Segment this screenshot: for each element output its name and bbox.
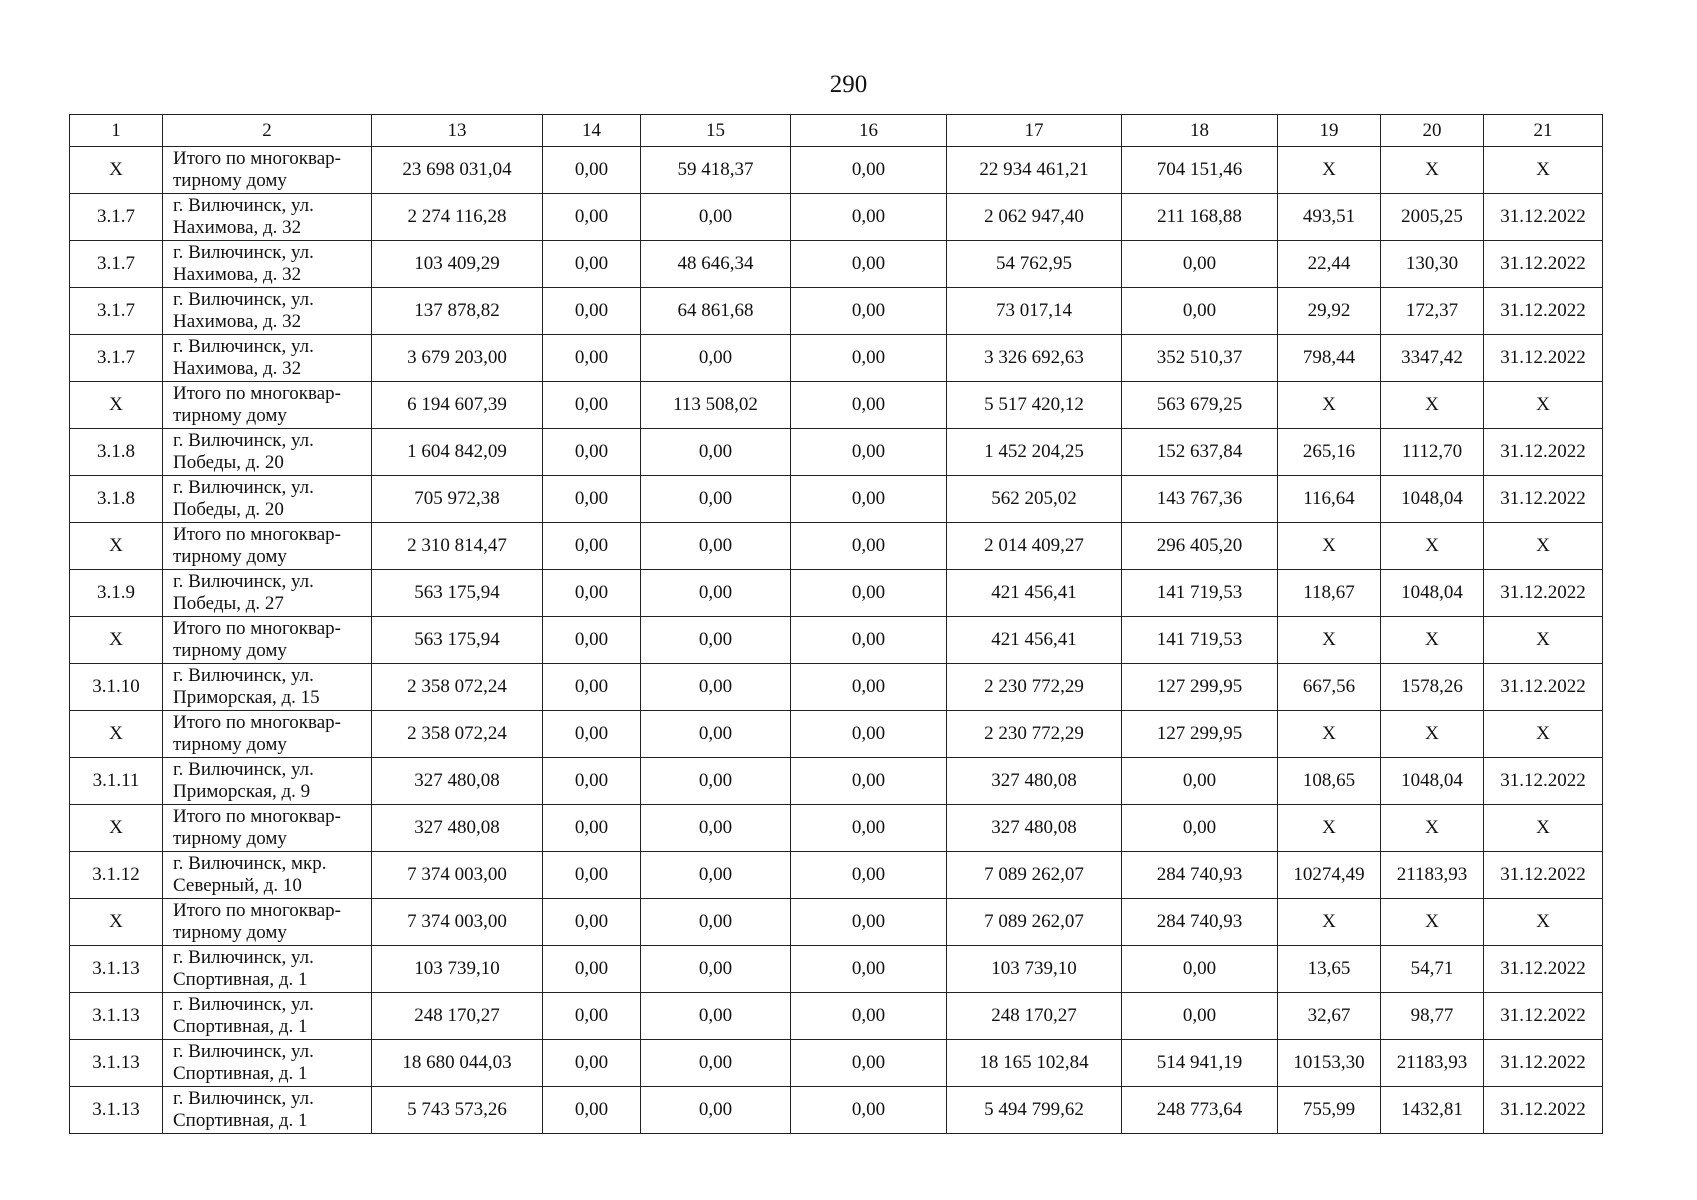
cell-col-17: 421 456,41 [947,570,1122,617]
cell-address: Итого по многоквар-тирному дому [163,382,372,429]
cell-row-number: X [70,523,163,570]
cell-address: Итого по многоквар-тирному дому [163,147,372,194]
cell-address: г. Вилючинск, ул. Спортивная, д. 1 [163,1040,372,1087]
cell-deadline: 31.12.2022 [1484,1040,1603,1087]
cell-col-17: 22 934 461,21 [947,147,1122,194]
cell-col-18: 0,00 [1122,805,1278,852]
cell-col-19: 265,16 [1278,429,1381,476]
table-row [70,147,1603,194]
cell-col-18: 0,00 [1122,758,1278,805]
cell-col-13: 23 698 031,04 [372,147,543,194]
cell-deadline: 31.12.2022 [1484,194,1603,241]
cell-row-number: 3.1.13 [70,946,163,993]
cell-col-18: 127 299,95 [1122,664,1278,711]
cell-col-13: 2 358 072,24 [372,664,543,711]
cell-deadline: X [1484,382,1603,429]
table-row [70,617,1603,664]
table-row [70,852,1603,899]
cell-col-15: 0,00 [641,570,791,617]
cell-deadline: 31.12.2022 [1484,993,1603,1040]
cell-col-18: 284 740,93 [1122,899,1278,946]
cell-col-14: 0,00 [543,711,641,758]
cell-col-14: 0,00 [543,147,641,194]
column-header-17: 17 [947,115,1122,147]
table-row [70,1087,1603,1134]
cell-col-16: 0,00 [791,147,947,194]
cell-deadline: 31.12.2022 [1484,335,1603,382]
cell-deadline: 31.12.2022 [1484,758,1603,805]
cell-col-18: 248 773,64 [1122,1087,1278,1134]
table-body [70,147,1603,1134]
cell-deadline: X [1484,617,1603,664]
cell-row-number: 3.1.8 [70,429,163,476]
cell-col-14: 0,00 [543,1040,641,1087]
cell-col-13: 563 175,94 [372,570,543,617]
table-row [70,758,1603,805]
cell-col-19: 32,67 [1278,993,1381,1040]
cell-address: г. Вилючинск, ул. Спортивная, д. 1 [163,993,372,1040]
cell-deadline: 31.12.2022 [1484,570,1603,617]
cell-col-19: 108,65 [1278,758,1381,805]
column-header-1: 1 [70,115,163,147]
cell-col-20: 1048,04 [1381,758,1484,805]
cell-address: г. Вилючинск, ул. Нахимова, д. 32 [163,288,372,335]
cell-row-number: X [70,899,163,946]
cell-col-16: 0,00 [791,335,947,382]
cell-col-17: 2 230 772,29 [947,664,1122,711]
cell-col-15: 0,00 [641,758,791,805]
table-row [70,194,1603,241]
cell-col-16: 0,00 [791,993,947,1040]
cell-col-14: 0,00 [543,617,641,664]
table-row [70,570,1603,617]
cell-col-15: 0,00 [641,1040,791,1087]
cell-col-18: 211 168,88 [1122,194,1278,241]
cell-col-16: 0,00 [791,288,947,335]
cell-col-15: 0,00 [641,805,791,852]
cell-deadline: 31.12.2022 [1484,476,1603,523]
cell-address: г. Вилючинск, ул. Нахимова, д. 32 [163,194,372,241]
cell-col-19: X [1278,147,1381,194]
cell-row-number: X [70,617,163,664]
cell-address: Итого по многоквар-тирному дому [163,617,372,664]
cell-col-16: 0,00 [791,570,947,617]
table-row [70,429,1603,476]
cell-row-number: 3.1.8 [70,476,163,523]
cell-col-16: 0,00 [791,617,947,664]
cell-col-18: 141 719,53 [1122,570,1278,617]
cell-col-19: 798,44 [1278,335,1381,382]
cell-col-20: X [1381,711,1484,758]
page-number: 290 [829,71,868,98]
cell-col-17: 5 494 799,62 [947,1087,1122,1134]
cell-col-14: 0,00 [543,758,641,805]
cell-deadline: X [1484,523,1603,570]
cell-col-18: 0,00 [1122,241,1278,288]
cell-col-13: 5 743 573,26 [372,1087,543,1134]
cell-deadline: 31.12.2022 [1484,288,1603,335]
cell-col-20: 3347,42 [1381,335,1484,382]
cell-col-16: 0,00 [791,664,947,711]
cell-deadline: X [1484,899,1603,946]
cell-col-18: 143 767,36 [1122,476,1278,523]
cell-col-17: 54 762,95 [947,241,1122,288]
cell-row-number: 3.1.12 [70,852,163,899]
cell-col-19: 667,56 [1278,664,1381,711]
cell-col-16: 0,00 [791,852,947,899]
cell-col-17: 562 205,02 [947,476,1122,523]
table-row [70,335,1603,382]
cell-col-14: 0,00 [543,241,641,288]
cell-col-15: 0,00 [641,335,791,382]
cell-col-18: 352 510,37 [1122,335,1278,382]
cell-col-20: X [1381,382,1484,429]
cell-col-13: 6 194 607,39 [372,382,543,429]
cell-col-13: 2 358 072,24 [372,711,543,758]
cell-col-20: 1432,81 [1381,1087,1484,1134]
cell-col-16: 0,00 [791,194,947,241]
cell-col-17: 327 480,08 [947,758,1122,805]
cell-row-number: 3.1.13 [70,993,163,1040]
column-header-20: 20 [1381,115,1484,147]
cell-row-number: 3.1.13 [70,1040,163,1087]
cell-col-14: 0,00 [543,382,641,429]
cell-col-17: 103 739,10 [947,946,1122,993]
cell-col-15: 0,00 [641,476,791,523]
cell-col-13: 1 604 842,09 [372,429,543,476]
cell-col-13: 103 739,10 [372,946,543,993]
cell-col-13: 18 680 044,03 [372,1040,543,1087]
cell-col-13: 327 480,08 [372,758,543,805]
cell-col-20: X [1381,617,1484,664]
table-row [70,711,1603,758]
cell-col-14: 0,00 [543,570,641,617]
cell-address: г. Вилючинск, ул. Спортивная, д. 1 [163,1087,372,1134]
cell-col-16: 0,00 [791,523,947,570]
cell-col-20: 1578,26 [1381,664,1484,711]
cell-col-15: 0,00 [641,711,791,758]
cell-col-15: 0,00 [641,194,791,241]
cell-col-16: 0,00 [791,429,947,476]
cell-address: г. Вилючинск, ул. Спортивная, д. 1 [163,946,372,993]
cell-col-20: 130,30 [1381,241,1484,288]
cell-deadline: 31.12.2022 [1484,946,1603,993]
cell-col-19: 10274,49 [1278,852,1381,899]
cell-deadline: X [1484,147,1603,194]
table-row [70,805,1603,852]
cell-deadline: 31.12.2022 [1484,429,1603,476]
cell-col-17: 2 062 947,40 [947,194,1122,241]
header-row [70,115,1603,147]
cell-col-16: 0,00 [791,805,947,852]
cell-deadline: 31.12.2022 [1484,1087,1603,1134]
cell-col-19: X [1278,899,1381,946]
cell-col-14: 0,00 [543,523,641,570]
cell-col-17: 3 326 692,63 [947,335,1122,382]
cell-col-20: X [1381,899,1484,946]
cell-address: г. Вилючинск, ул. Приморская, д. 15 [163,664,372,711]
cell-col-14: 0,00 [543,194,641,241]
cell-col-20: 2005,25 [1381,194,1484,241]
column-header-14: 14 [543,115,641,147]
cell-col-13: 2 310 814,47 [372,523,543,570]
table-row [70,382,1603,429]
column-header-21: 21 [1484,115,1603,147]
cell-col-13: 248 170,27 [372,993,543,1040]
cell-col-20: 1112,70 [1381,429,1484,476]
cell-col-20: X [1381,147,1484,194]
cell-col-14: 0,00 [543,335,641,382]
cell-col-15: 0,00 [641,664,791,711]
table-row [70,946,1603,993]
cell-col-18: 514 941,19 [1122,1040,1278,1087]
cell-col-16: 0,00 [791,241,947,288]
table-row [70,288,1603,335]
cell-col-20: 1048,04 [1381,570,1484,617]
cell-col-20: 21183,93 [1381,852,1484,899]
cell-col-14: 0,00 [543,946,641,993]
cell-col-14: 0,00 [543,429,641,476]
cell-col-18: 127 299,95 [1122,711,1278,758]
cell-row-number: 3.1.11 [70,758,163,805]
cell-col-13: 137 878,82 [372,288,543,335]
cell-col-19: 755,99 [1278,1087,1381,1134]
column-header-19: 19 [1278,115,1381,147]
cell-col-19: 29,92 [1278,288,1381,335]
cell-col-14: 0,00 [543,993,641,1040]
cell-col-18: 0,00 [1122,946,1278,993]
cell-address: г. Вилючинск, ул. Победы, д. 20 [163,476,372,523]
cell-deadline: X [1484,805,1603,852]
cell-col-18: 0,00 [1122,288,1278,335]
cell-address: г. Вилючинск, ул. Победы, д. 20 [163,429,372,476]
cell-col-17: 2 014 409,27 [947,523,1122,570]
cell-col-20: 54,71 [1381,946,1484,993]
cell-col-13: 103 409,29 [372,241,543,288]
cell-col-13: 3 679 203,00 [372,335,543,382]
column-header-16: 16 [791,115,947,147]
cell-col-17: 327 480,08 [947,805,1122,852]
column-header-2: 2 [163,115,372,147]
table-row [70,664,1603,711]
cell-col-13: 563 175,94 [372,617,543,664]
cell-row-number: X [70,147,163,194]
cell-col-15: 0,00 [641,429,791,476]
cell-address: г. Вилючинск, ул. Приморская, д. 9 [163,758,372,805]
cell-deadline: 31.12.2022 [1484,241,1603,288]
cell-col-14: 0,00 [543,288,641,335]
column-header-13: 13 [372,115,543,147]
cell-col-15: 48 646,34 [641,241,791,288]
cell-col-14: 0,00 [543,899,641,946]
cell-col-19: X [1278,523,1381,570]
cell-col-17: 18 165 102,84 [947,1040,1122,1087]
cell-col-16: 0,00 [791,1087,947,1134]
cell-row-number: X [70,711,163,758]
cell-col-13: 2 274 116,28 [372,194,543,241]
cell-col-19: 22,44 [1278,241,1381,288]
cell-col-18: 296 405,20 [1122,523,1278,570]
cell-col-15: 0,00 [641,617,791,664]
cell-row-number: 3.1.13 [70,1087,163,1134]
cell-col-17: 248 170,27 [947,993,1122,1040]
cell-col-18: 704 151,46 [1122,147,1278,194]
column-header-15: 15 [641,115,791,147]
cell-col-15: 0,00 [641,523,791,570]
cell-col-19: 13,65 [1278,946,1381,993]
cell-col-19: X [1278,711,1381,758]
cell-col-16: 0,00 [791,711,947,758]
cell-col-14: 0,00 [543,1087,641,1134]
table-row [70,993,1603,1040]
cell-col-16: 0,00 [791,382,947,429]
table-row [70,476,1603,523]
cell-col-15: 0,00 [641,1087,791,1134]
cell-col-19: 10153,30 [1278,1040,1381,1087]
cell-col-18: 141 719,53 [1122,617,1278,664]
cell-row-number: X [70,805,163,852]
cell-col-17: 7 089 262,07 [947,852,1122,899]
cell-col-17: 2 230 772,29 [947,711,1122,758]
cell-col-15: 0,00 [641,993,791,1040]
cell-col-16: 0,00 [791,758,947,805]
cell-col-17: 1 452 204,25 [947,429,1122,476]
cell-row-number: 3.1.10 [70,664,163,711]
cell-col-17: 7 089 262,07 [947,899,1122,946]
cell-col-19: 493,51 [1278,194,1381,241]
cell-col-18: 152 637,84 [1122,429,1278,476]
column-header-18: 18 [1122,115,1278,147]
data-table [69,114,1603,1134]
cell-col-15: 113 508,02 [641,382,791,429]
cell-col-14: 0,00 [543,805,641,852]
cell-col-15: 0,00 [641,852,791,899]
cell-address: г. Вилючинск, ул. Нахимова, д. 32 [163,241,372,288]
cell-col-18: 284 740,93 [1122,852,1278,899]
cell-col-15: 64 861,68 [641,288,791,335]
cell-col-15: 59 418,37 [641,147,791,194]
cell-address: Итого по многоквар-тирному дому [163,805,372,852]
cell-address: г. Вилючинск, ул. Победы, д. 27 [163,570,372,617]
cell-col-19: 118,67 [1278,570,1381,617]
cell-col-20: 172,37 [1381,288,1484,335]
cell-col-17: 5 517 420,12 [947,382,1122,429]
cell-col-16: 0,00 [791,946,947,993]
cell-row-number: 3.1.7 [70,194,163,241]
cell-col-15: 0,00 [641,946,791,993]
cell-col-13: 327 480,08 [372,805,543,852]
cell-deadline: 31.12.2022 [1484,852,1603,899]
cell-col-19: 116,64 [1278,476,1381,523]
cell-col-16: 0,00 [791,899,947,946]
cell-col-17: 73 017,14 [947,288,1122,335]
cell-address: Итого по многоквар-тирному дому [163,711,372,758]
cell-col-19: X [1278,805,1381,852]
cell-address: г. Вилючинск, мкр. Северный, д. 10 [163,852,372,899]
cell-col-15: 0,00 [641,899,791,946]
cell-row-number: 3.1.7 [70,335,163,382]
cell-row-number: 3.1.9 [70,570,163,617]
cell-col-19: X [1278,382,1381,429]
cell-row-number: 3.1.7 [70,288,163,335]
cell-deadline: 31.12.2022 [1484,664,1603,711]
cell-col-16: 0,00 [791,1040,947,1087]
cell-col-20: 1048,04 [1381,476,1484,523]
cell-col-14: 0,00 [543,664,641,711]
cell-col-20: X [1381,523,1484,570]
cell-col-20: 21183,93 [1381,1040,1484,1087]
table-row [70,523,1603,570]
cell-col-17: 421 456,41 [947,617,1122,664]
cell-address: Итого по многоквар-тирному дому [163,523,372,570]
cell-col-13: 705 972,38 [372,476,543,523]
table-row [70,1040,1603,1087]
cell-address: Итого по многоквар-тирному дому [163,899,372,946]
cell-row-number: 3.1.7 [70,241,163,288]
cell-col-13: 7 374 003,00 [372,899,543,946]
cell-col-20: X [1381,805,1484,852]
table-row [70,241,1603,288]
cell-col-16: 0,00 [791,476,947,523]
table-row [70,899,1603,946]
cell-address: г. Вилючинск, ул. Нахимова, д. 32 [163,335,372,382]
cell-col-18: 0,00 [1122,993,1278,1040]
cell-col-18: 563 679,25 [1122,382,1278,429]
cell-row-number: X [70,382,163,429]
cell-col-14: 0,00 [543,476,641,523]
cell-col-20: 98,77 [1381,993,1484,1040]
cell-col-13: 7 374 003,00 [372,852,543,899]
cell-deadline: X [1484,711,1603,758]
cell-col-19: X [1278,617,1381,664]
cell-col-14: 0,00 [543,852,641,899]
